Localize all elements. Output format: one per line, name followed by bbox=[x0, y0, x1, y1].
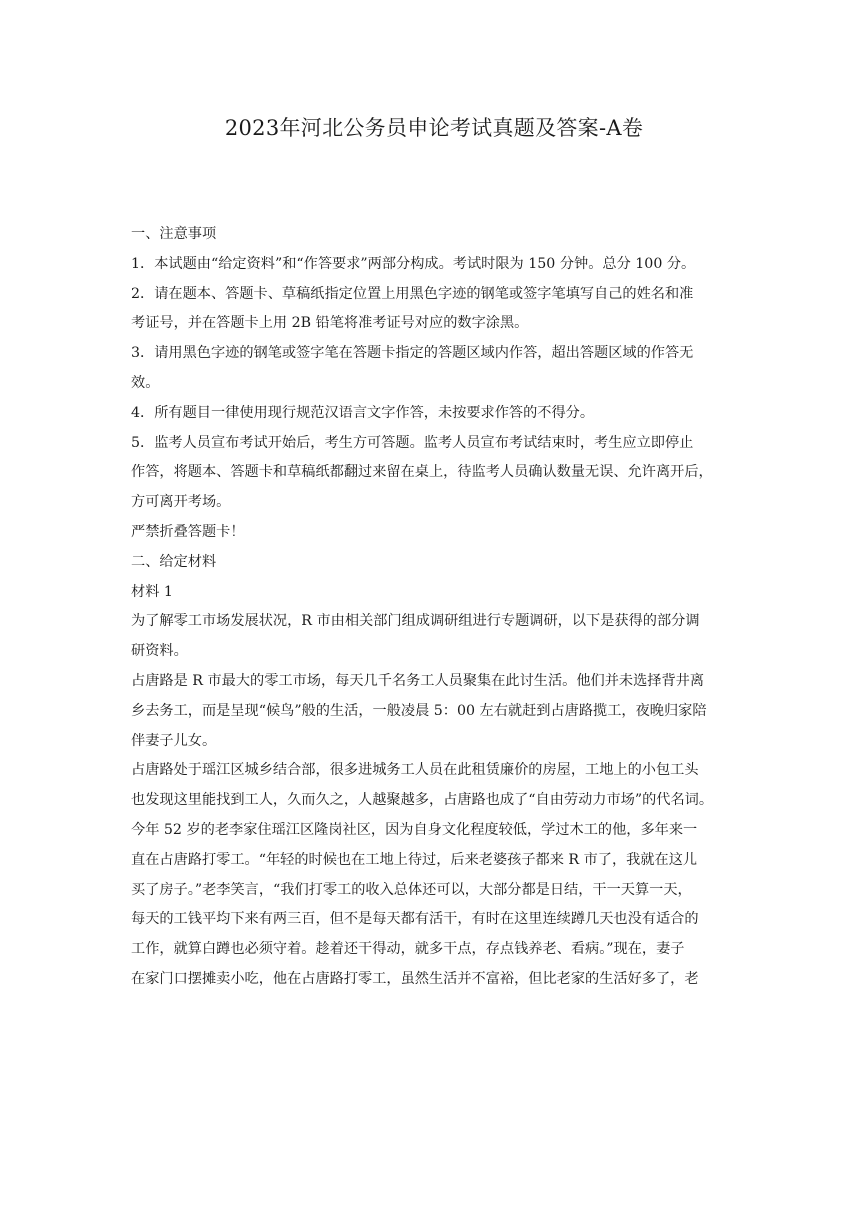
text-line: 在家门口摆摊卖小吃，他在占唐路打零工，虽然生活并不富裕，但比老家的生活好多了，老 bbox=[131, 970, 699, 987]
text-line: 今年 52 岁的老李家住瑶江区隆岗社区，因为自身文化程度较低，学过木工的他，多年来一 bbox=[131, 821, 698, 838]
warning-line: 严禁折叠答题卡！ bbox=[131, 523, 245, 540]
text-line: 每天的工钱平均下来有两三百，但不是每天都有活干，有时在这里连续蹲几天也没有适合的 bbox=[131, 911, 699, 928]
text-line: 方可离开考场。 bbox=[131, 494, 231, 511]
text-line: 2．请在题本、答题卡、草稿纸指定位置上用黑色字迹的钢笔或签字笔填写自己的姓名和准 bbox=[131, 285, 694, 302]
text-line: 5．监考人员宣布考试开始后，考生方可答题。监考人员宣布考试结束时，考生应立即停止 bbox=[131, 434, 694, 451]
text-line: 4．所有题目一律使用现行规范汉语言文字作答，未按要求作答的不得分。 bbox=[131, 404, 595, 421]
text-line: 占唐路是 R 市最大的零工市场，每天几千名务工人员聚集在此讨生活。他们并未选择背井离 bbox=[131, 672, 705, 689]
text-line: 考证号，并在答题卡上用 2B 铅笔将准考证号对应的数字涂黑。 bbox=[131, 315, 529, 332]
text-line: 研资料。 bbox=[131, 643, 188, 660]
section-heading-materials: 二、给定材料 bbox=[131, 553, 217, 570]
text-line: 乡去务工，而是呈现“候鸟”般的生活，一般凌晨 5：00 左右就赶到占唐路揽工，夜晚归家陪 bbox=[131, 702, 707, 719]
text-line: 3．请用黑色字迹的钢笔或签字笔在答题卡指定的答题区域内作答，超出答题区域的作答无 bbox=[131, 345, 694, 362]
material-heading: 材料 1 bbox=[131, 583, 173, 600]
document-body bbox=[131, 220, 771, 995]
section-heading-notes: 一、注意事项 bbox=[131, 226, 217, 242]
text-line: 买了房子。”老李笑言，“我们打零工的收入总体还可以，大部分都是日结，干一天算一天， bbox=[131, 881, 692, 898]
text-line: 直在占唐路打零工。“年轻的时候也在工地上待过，后来老婆孩子都来 R 市了，我就在这儿 bbox=[131, 851, 698, 868]
text-line: 伴妻子儿女。 bbox=[131, 732, 217, 749]
document-title: 2023年河北公务员申论考试真题及答案-A卷 bbox=[224, 116, 644, 140]
text-line: 为了解零工市场发展状况，R 市由相关部门组成调研组进行专题调研，以下是获得的部分调 bbox=[131, 613, 700, 630]
text-line: 占唐路处于瑶江区城乡结合部，很多进城务工人员在此租赁廉价的房屋，工地上的小包工头 bbox=[131, 762, 699, 779]
text-line: 效。 bbox=[131, 374, 160, 391]
text-line: 也发现这里能找到工人，久而久之，人越聚越多，占唐路也成了“自由劳动力市场”的代名词。 bbox=[131, 792, 714, 809]
text-line: 作答，将题本、答题卡和草稿纸都翻过来留在桌上，待监考人员确认数量无误、允许离开后， bbox=[131, 464, 713, 481]
text-line: 1．本试题由“给定资料”和“作答要求”两部分构成。考试时限为 150 分钟。总分 100 分。 bbox=[131, 255, 696, 272]
text-line: 工作，就算白蹲也必须守着。趁着还干得动，就多干点，存点钱养老、看病。”现在，妻子 bbox=[131, 941, 685, 958]
